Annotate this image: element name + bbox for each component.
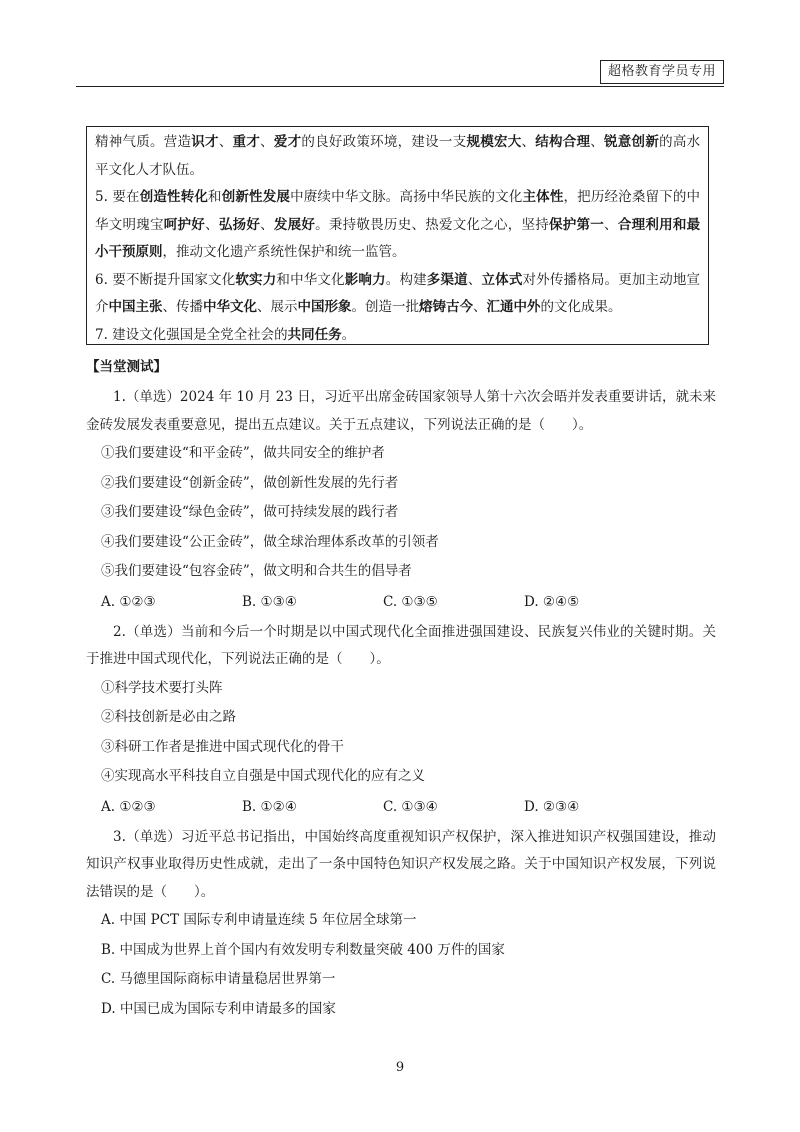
emphasis-text: 多渠道 bbox=[426, 271, 468, 288]
choice-d: D. ②③④ bbox=[524, 798, 580, 815]
question-3 bbox=[86, 824, 716, 1025]
answer-choices bbox=[86, 587, 716, 617]
question-stem: 3.（单选）习近平总书记指出，中国始终高度重视知识产权保护，深入推进知识产权强国建设，推动知识产权事业取得历史性成就，走出了一条中国特色知识产权发展之路。关于中国知识产权发展，下列说法错误的是（ ）。 bbox=[86, 828, 716, 900]
body-text: 精神气质。营造 bbox=[95, 134, 192, 150]
body-text: 对外传播格局。更加主动地宣介 bbox=[95, 271, 701, 315]
summary-paragraph-1 bbox=[95, 129, 700, 184]
summary-paragraph-2 bbox=[95, 184, 700, 267]
body-text: 。 bbox=[341, 326, 356, 343]
choice-c: C. 马德里国际商标申请量稳居世界第一 bbox=[101, 971, 336, 987]
emphasis-text: 弘扬好 bbox=[218, 216, 261, 233]
body-text: 、 bbox=[473, 299, 487, 315]
body-text: 、展示 bbox=[257, 299, 298, 315]
emphasis-text: 锐意创新 bbox=[604, 134, 660, 150]
body-text: 6. 要不断提升国家文化 bbox=[95, 271, 236, 288]
answer-choices bbox=[86, 792, 716, 822]
emphasis-text: 中国主张 bbox=[108, 299, 163, 315]
body-text: 、 bbox=[205, 216, 219, 233]
question-1 bbox=[86, 384, 716, 617]
body-text: 、 bbox=[218, 134, 233, 150]
statement-item: ⑤我们要建设“包容金砖”，做文明和合共生的倡导者 bbox=[101, 563, 412, 579]
statement-item: ①我们要建设“和平金砖”，做共同安全的维护者 bbox=[101, 445, 385, 461]
header-divider bbox=[76, 86, 724, 87]
body-text: ，把历经沧桑留下的中华文明瑰宝 bbox=[95, 189, 701, 233]
emphasis-text: 共同任务 bbox=[287, 326, 342, 343]
choice-b: B. ①③④ bbox=[242, 593, 297, 610]
emphasis-text: 熔铸古今 bbox=[419, 299, 473, 315]
emphasis-text: 创新性发展 bbox=[221, 189, 291, 205]
emphasis-text: 影响力 bbox=[344, 271, 386, 288]
emphasis-text: 软实力 bbox=[235, 271, 277, 288]
statement-item: ③科研工作者是推进中国式现代化的骨干 bbox=[101, 738, 344, 755]
emphasis-text: 保护第一 bbox=[549, 216, 605, 233]
emphasis-text: 合理利用和最小干预原则 bbox=[95, 216, 701, 260]
choice-c: C. ①③⑤ bbox=[383, 593, 438, 610]
emphasis-text: 爱才 bbox=[273, 134, 302, 150]
page-number: 9 bbox=[395, 1060, 405, 1075]
emphasis-text: 中华文化 bbox=[203, 299, 257, 315]
body-text: 的高水平文化人才队伍。 bbox=[95, 134, 701, 178]
body-text: 。秉持敬畏历史、热爱文化之心，坚持 bbox=[315, 216, 550, 233]
choice-b: B. ①②④ bbox=[242, 798, 297, 815]
body-text: 、 bbox=[590, 134, 605, 150]
body-text: 中赓续中华文脉。高扬中华民族的文化 bbox=[290, 189, 523, 205]
choice-a: A. ①②③ bbox=[101, 593, 156, 610]
emphasis-text: 规模宏大 bbox=[466, 134, 522, 150]
emphasis-text: 立体式 bbox=[481, 271, 523, 288]
statement-item: ③我们要建设“绿色金砖”，做可持续发展的践行者 bbox=[101, 504, 399, 520]
body-text: 、 bbox=[467, 271, 482, 288]
quiz-content bbox=[86, 354, 716, 1024]
body-text: 7. 建设文化强国是全党全社会的 bbox=[95, 326, 288, 343]
choice-a: A. 中国 PCT 国际专利申请量连续 5 年位居全球第一 bbox=[101, 912, 417, 928]
emphasis-text: 呵护好 bbox=[163, 216, 206, 233]
section-title: 【当堂测试】 bbox=[86, 359, 167, 375]
summary-box bbox=[86, 126, 709, 345]
summary-paragraph-4 bbox=[95, 322, 700, 350]
body-text: 的良好政策环境，建设一支 bbox=[301, 134, 467, 150]
body-text: 5. 要在 bbox=[95, 189, 140, 205]
question-2 bbox=[86, 619, 716, 822]
summary-paragraph-3 bbox=[95, 267, 700, 322]
body-text: 、 bbox=[604, 216, 618, 233]
statement-item: ①科学技术要打头阵 bbox=[101, 679, 223, 696]
body-text: 、 bbox=[260, 134, 274, 150]
choice-b: B. 中国成为世界上首个国内有效发明专利数量突破 400 万件的国家 bbox=[101, 941, 505, 958]
emphasis-text: 创造性转化 bbox=[139, 189, 209, 205]
emphasis-text: 汇通中外 bbox=[486, 299, 541, 315]
statement-item: ④我们要建设“公正金砖”，做全球治理体系改革的引领者 bbox=[101, 533, 439, 550]
choice-c: C. ①③④ bbox=[383, 798, 438, 815]
choice-d: D. 中国已成为国际专利申请最多的国家 bbox=[101, 1000, 336, 1017]
question-stem: 2.（单选）当前和今后一个时期是以中国式现代化全面推进强国建设、民族复兴伟业的关键时期。关于推进中国式现代化，下列说法正确的是（ ）。 bbox=[86, 623, 716, 667]
emphasis-text: 发展好 bbox=[273, 216, 316, 233]
choice-a: A. ①②③ bbox=[101, 798, 156, 815]
statement-item: ②科技创新是必由之路 bbox=[101, 709, 236, 725]
emphasis-text: 重才 bbox=[232, 134, 261, 150]
body-text: 。创造一批 bbox=[351, 299, 419, 315]
statement-item: ②我们要建设“创新金砖”，做创新性发展的先行者 bbox=[101, 474, 399, 491]
header-badge: 超格教育学员专用 bbox=[600, 60, 724, 84]
emphasis-text: 中国形象 bbox=[297, 299, 352, 315]
body-text: 和 bbox=[208, 189, 222, 205]
emphasis-text: 结构合理 bbox=[535, 134, 591, 150]
body-text: 的文化成果。 bbox=[540, 299, 622, 315]
question-stem: 1.（单选）2024 年 10 月 23 日，习近平出席金砖国家领导人第十六次会晤并发表重要讲话，就未来金砖发展发表重要意见，提出五点建议。关于五点建议，下列说法正确的是（ ）。 bbox=[86, 389, 716, 433]
body-text: 、 bbox=[521, 134, 536, 150]
body-text: 、传播 bbox=[162, 299, 203, 315]
body-text: 、 bbox=[260, 216, 274, 233]
body-text: ，推动文化遗产系统性保护和统一监管。 bbox=[162, 244, 406, 260]
statement-item: ④实现高水平科技自立自强是中国式现代化的应有之义 bbox=[101, 768, 425, 784]
body-text: 。构建 bbox=[385, 271, 427, 288]
choice-d: D. ②④⑤ bbox=[524, 593, 580, 610]
emphasis-text: 主体性 bbox=[522, 189, 564, 205]
body-text: 和中华文化 bbox=[276, 271, 345, 288]
emphasis-text: 识才 bbox=[191, 134, 219, 150]
